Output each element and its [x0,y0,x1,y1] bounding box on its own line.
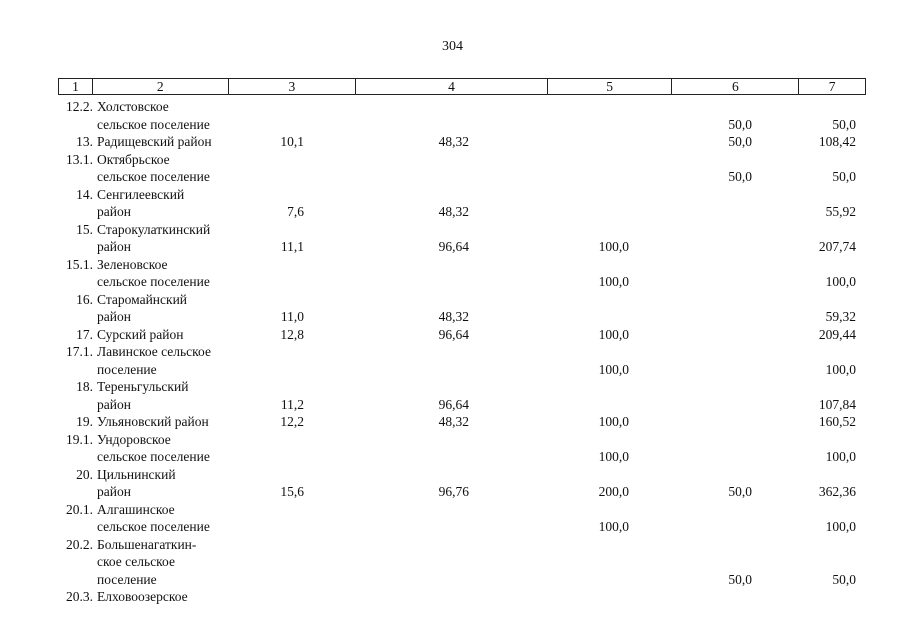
cell-col-7: 160,52 [818,414,856,429]
header-col-3: 3 [229,79,357,94]
row-number: 15. [76,221,93,237]
cell-col-7: 50,0 [832,169,856,184]
cell-col-3: 11,2 [280,396,304,412]
row-name-line: район [97,239,131,254]
cell-col-5: 100,0 [598,361,629,377]
row-number: 17. [76,326,93,342]
row-name [97,501,237,536]
table-row [0,291,905,326]
table-row [0,133,905,151]
header-col-4: 4 [356,79,548,94]
row-number: 20. [76,466,93,482]
row-name-line: сельское поселение [97,449,210,464]
header-col-1: 1 [59,79,93,94]
cell-col-7: 55,92 [825,204,856,219]
header-col-7: 7 [828,79,836,94]
row-number: 19. [76,414,93,429]
row-number: 17.1. [66,344,93,359]
row-name-line: Ульяновский район [97,414,209,429]
cell-col-4: 48,32 [438,414,469,429]
cell-col-7: 362,36 [818,484,856,499]
header-col-2: 2 [93,79,229,94]
row-name [97,291,237,326]
row-number: 13.1. [66,151,93,167]
table-row [0,256,905,291]
row-name-line: сельское поселение [97,169,210,184]
row-name-line: поселение [97,361,157,377]
row-name-line: район [97,484,131,499]
cell-col-3: 7,6 [287,204,304,219]
row-name [97,151,237,186]
cell-col-4: 96,64 [438,326,469,342]
row-number: 15.1. [66,256,93,272]
table-row [0,588,905,606]
row-number: 14. [76,186,93,202]
row-name-line: Старокулаткинский [97,221,211,237]
cell-col-6: 50,0 [728,484,752,499]
row-name-line: ское сельское [97,554,175,569]
cell-col-3: 15,6 [280,484,304,499]
cell-col-7: 107,84 [818,396,856,412]
row-name-line: Холстовское [97,99,169,114]
cell-col-7: 108,42 [818,134,856,149]
cell-col-6: 50,0 [728,116,752,132]
table-row [0,98,905,133]
cell-col-3: 10,1 [280,134,304,149]
cell-col-7: 100,0 [825,361,856,377]
row-name [97,221,237,256]
row-name-line: сельское поселение [97,519,210,534]
table-row [0,151,905,186]
row-name [97,413,237,431]
cell-col-7: 100,0 [825,519,856,534]
cell-col-5: 200,0 [598,484,629,499]
table-row [0,466,905,501]
table-row [0,431,905,466]
header-col-5: 5 [548,79,673,94]
cell-col-3: 11,0 [280,309,304,324]
table-row [0,186,905,221]
cell-col-7: 50,0 [832,116,856,132]
row-name-line: поселение [97,571,157,587]
cell-col-3: 12,2 [280,414,304,429]
row-number: 12.2. [66,99,93,114]
row-name-line: сельское поселение [97,274,210,289]
cell-col-5: 100,0 [598,326,629,342]
row-name [97,256,237,291]
row-number: 18. [76,379,93,394]
cell-col-7: 59,32 [825,309,856,324]
table-row [0,343,905,378]
row-number: 20.1. [66,501,93,517]
cell-col-5: 100,0 [598,274,629,289]
row-name-line: Большенагаткин- [97,536,197,552]
row-number: 20.2. [66,536,93,552]
row-name-line: район [97,309,131,324]
row-name [97,431,237,466]
row-name-line: Сенгилеевский [97,186,185,202]
row-name-line: район [97,396,131,412]
row-name [97,326,237,344]
cell-col-7: 100,0 [825,274,856,289]
row-number: 20.3. [66,589,93,604]
row-number: 19.1. [66,431,93,447]
row-name-line: район [97,204,131,219]
cell-col-6: 50,0 [728,134,752,149]
cell-col-7: 100,0 [825,449,856,464]
cell-col-6: 50,0 [728,169,752,184]
row-name-line: Алгашинское [97,501,175,517]
cell-col-4: 48,32 [438,309,469,324]
row-name-line: Старомайнский [97,291,188,307]
cell-col-5: 100,0 [598,414,629,429]
table-row [0,413,905,431]
row-name [97,98,237,133]
row-name-line: Цильнинский [97,466,176,482]
table-row [0,536,905,589]
row-name-line: Лавинское сельское [97,344,211,359]
row-number: 13. [76,134,93,149]
row-name [97,378,237,413]
row-name-line: Сурский район [97,326,184,342]
cell-col-5: 100,0 [598,239,629,254]
row-name [97,343,237,378]
cell-col-7: 207,74 [818,239,856,254]
row-name-line: Зеленовское [97,256,168,272]
cell-col-4: 96,64 [438,239,469,254]
row-name-line: Тереньгульский [97,379,189,394]
table-row [0,221,905,256]
table-row [0,378,905,413]
table-row [0,501,905,536]
row-name [97,466,237,501]
row-name-line: Ундоровское [97,431,171,447]
row-name-line: Октябрьское [97,151,170,167]
row-name [97,186,237,221]
row-name-line: Елховоозерское [97,589,188,604]
header-col-6: 6 [672,79,799,94]
cell-col-4: 48,32 [438,204,469,219]
row-name [97,588,237,606]
row-name [97,133,237,151]
row-name [97,536,237,589]
cell-col-5: 100,0 [598,519,629,534]
page-number: 304 [442,39,463,54]
cell-col-7: 209,44 [818,326,856,342]
cell-col-5: 100,0 [598,449,629,464]
row-name-line: Радищевский район [97,134,212,149]
cell-col-7: 50,0 [832,571,856,587]
row-number: 16. [76,291,93,307]
cell-col-6: 50,0 [728,571,752,587]
cell-col-4: 48,32 [438,134,469,149]
cell-col-4: 96,64 [438,396,469,412]
cell-col-3: 12,8 [280,326,304,342]
cell-col-3: 11,1 [280,239,304,254]
table-row [0,326,905,344]
row-name-line: сельское поселение [97,116,210,132]
cell-col-4: 96,76 [438,484,469,499]
